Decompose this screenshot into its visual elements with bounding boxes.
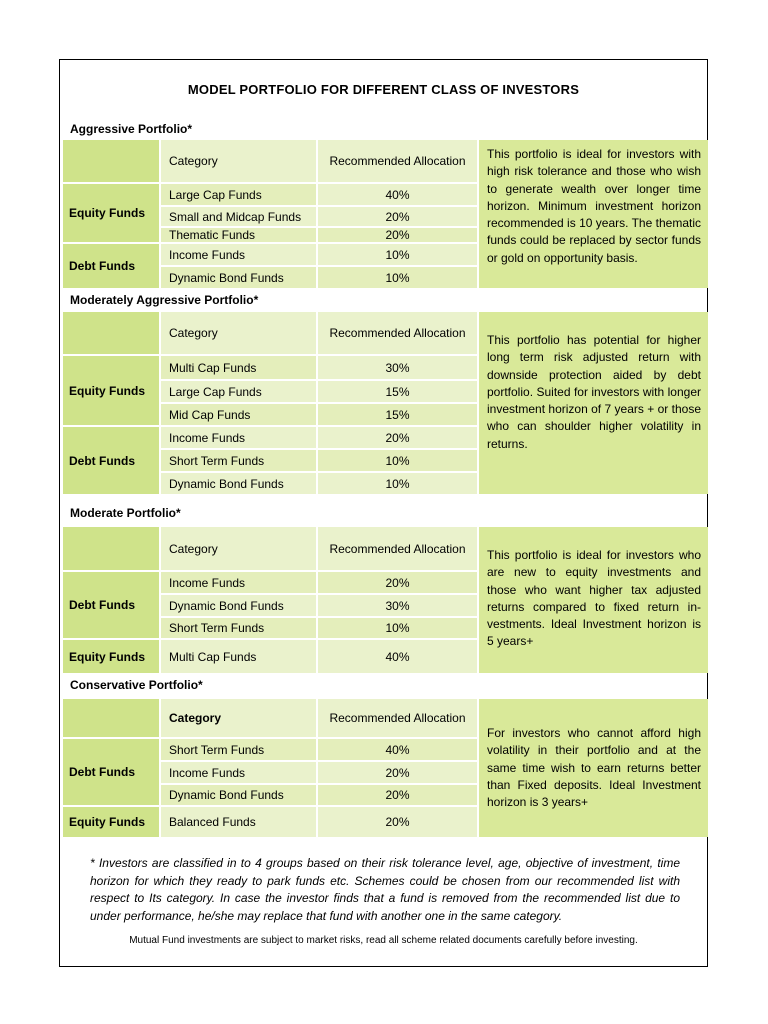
header-category: Category: [161, 312, 316, 354]
allocation-cell: 20%: [318, 207, 477, 226]
allocation-cell: 10%: [318, 267, 477, 288]
category-cell: Multi Cap Funds: [161, 640, 316, 673]
footnote: * Investors are classified in to 4 groups based on their risk tolerance level, age, objective of investment, time horizon for which they ready to park funds etc. Schemes could be chosen from our recommended list with respect to Its category. In case the investor finds that a fund is removed from the recommended list due to under performance, he/she may replace that fund with another one in the same category.: [90, 856, 680, 923]
allocation-cell: 20%: [318, 762, 477, 783]
allocation-cell: 20%: [318, 572, 477, 593]
allocation-cell: 10%: [318, 244, 477, 265]
header-blank-cell: [63, 527, 159, 570]
equity-funds-label: Equity Funds: [63, 356, 159, 425]
page-title: MODEL PORTFOLIO FOR DIFFERENT CLASS OF INVESTORS: [187, 82, 580, 97]
disclaimer: Mutual Fund investments are subject to market risks, read all scheme related documents carefully before investing.: [129, 935, 638, 946]
allocation-cell: 30%: [318, 356, 477, 379]
aggressive-description: This portfolio is ideal for investors with high risk tolerance and those who wish to generate wealth over longer time horizon. Minimum investment horizon recommended is 10 years. The thematic funds could be replaced by sector funds or gold on opportunity basis.: [479, 140, 708, 288]
debt-funds-label: Debt Funds: [63, 427, 159, 494]
category-cell: Income Funds: [161, 572, 316, 593]
header-category: Category: [161, 699, 316, 737]
debt-funds-label: Debt Funds: [63, 244, 159, 288]
conservative-title: Conservative Portfolio*: [70, 678, 203, 692]
allocation-cell: 30%: [318, 595, 477, 616]
category-cell: Mid Cap Funds: [161, 404, 316, 425]
category-cell: Short Term Funds: [161, 618, 316, 638]
document-frame: [59, 59, 708, 967]
allocation-cell: 15%: [318, 404, 477, 425]
category-cell: Dynamic Bond Funds: [161, 595, 316, 616]
moderate-table: [63, 527, 706, 673]
moderate-title: Moderate Portfolio*: [70, 506, 181, 520]
moderate-description: This portfolio is ideal for investors who are new to equity investments and those who want higher tax adjusted returns compared to fixed return in-vestments. Ideal Investment horizon is 5 years+: [479, 527, 708, 673]
equity-funds-label: Equity Funds: [63, 807, 159, 837]
moderately-aggressive-table: [63, 312, 706, 494]
category-cell: Thematic Funds: [161, 228, 316, 242]
category-cell: Dynamic Bond Funds: [161, 267, 316, 288]
allocation-cell: 10%: [318, 450, 477, 471]
header-blank-cell: [63, 312, 159, 354]
moderately-aggressive-title: Moderately Aggressive Portfolio*: [70, 293, 259, 307]
category-cell: Short Term Funds: [161, 450, 316, 471]
header-allocation: Recommended Allocation: [318, 312, 477, 354]
category-cell: Income Funds: [161, 762, 316, 783]
category-cell: Short Term Funds: [161, 739, 316, 760]
allocation-cell: 10%: [318, 473, 477, 494]
conservative-table: [63, 699, 706, 837]
aggressive-table: [63, 140, 706, 288]
category-cell: Dynamic Bond Funds: [161, 473, 316, 494]
header-category: Category: [161, 527, 316, 570]
debt-funds-label: Debt Funds: [63, 739, 159, 805]
category-cell: Dynamic Bond Funds: [161, 785, 316, 805]
moderately-aggressive-description: This portfolio has potential for higher long term risk adjusted return with downside protection aided by debt portfolio. Suited for investors with longer investment horizon of 7 years + or those who can shoulder higher volatility in returns.: [479, 312, 708, 494]
header-allocation: Recommended Allocation: [318, 140, 477, 182]
allocation-cell: 20%: [318, 785, 477, 805]
category-cell: Large Cap Funds: [161, 381, 316, 402]
equity-funds-label: Equity Funds: [63, 640, 159, 673]
debt-funds-label: Debt Funds: [63, 572, 159, 638]
allocation-cell: 20%: [318, 427, 477, 448]
allocation-cell: 40%: [318, 739, 477, 760]
header-category: Category: [161, 140, 316, 182]
allocation-cell: 40%: [318, 184, 477, 205]
category-cell: Balanced Funds: [161, 807, 316, 837]
conservative-description: For investors who cannot afford high volatility in their portfolio and at the same time wish to earn returns better than Fixed deposits. Ideal Investment horizon is 3 years+: [479, 699, 708, 837]
allocation-cell: 40%: [318, 640, 477, 673]
header-allocation: Recommended Allocation: [318, 527, 477, 570]
category-cell: Income Funds: [161, 244, 316, 265]
allocation-cell: 20%: [318, 807, 477, 837]
equity-funds-label: Equity Funds: [63, 184, 159, 242]
header-allocation: Recommended Allocation: [318, 699, 477, 737]
aggressive-title: Aggressive Portfolio*: [70, 122, 193, 136]
category-cell: Income Funds: [161, 427, 316, 448]
category-cell: Large Cap Funds: [161, 184, 316, 205]
allocation-cell: 15%: [318, 381, 477, 402]
allocation-cell: 10%: [318, 618, 477, 638]
header-blank-cell: [63, 140, 159, 182]
category-cell: Small and Midcap Funds: [161, 207, 316, 226]
category-cell: Multi Cap Funds: [161, 356, 316, 379]
allocation-cell: 20%: [318, 228, 477, 242]
header-blank-cell: [63, 699, 159, 737]
